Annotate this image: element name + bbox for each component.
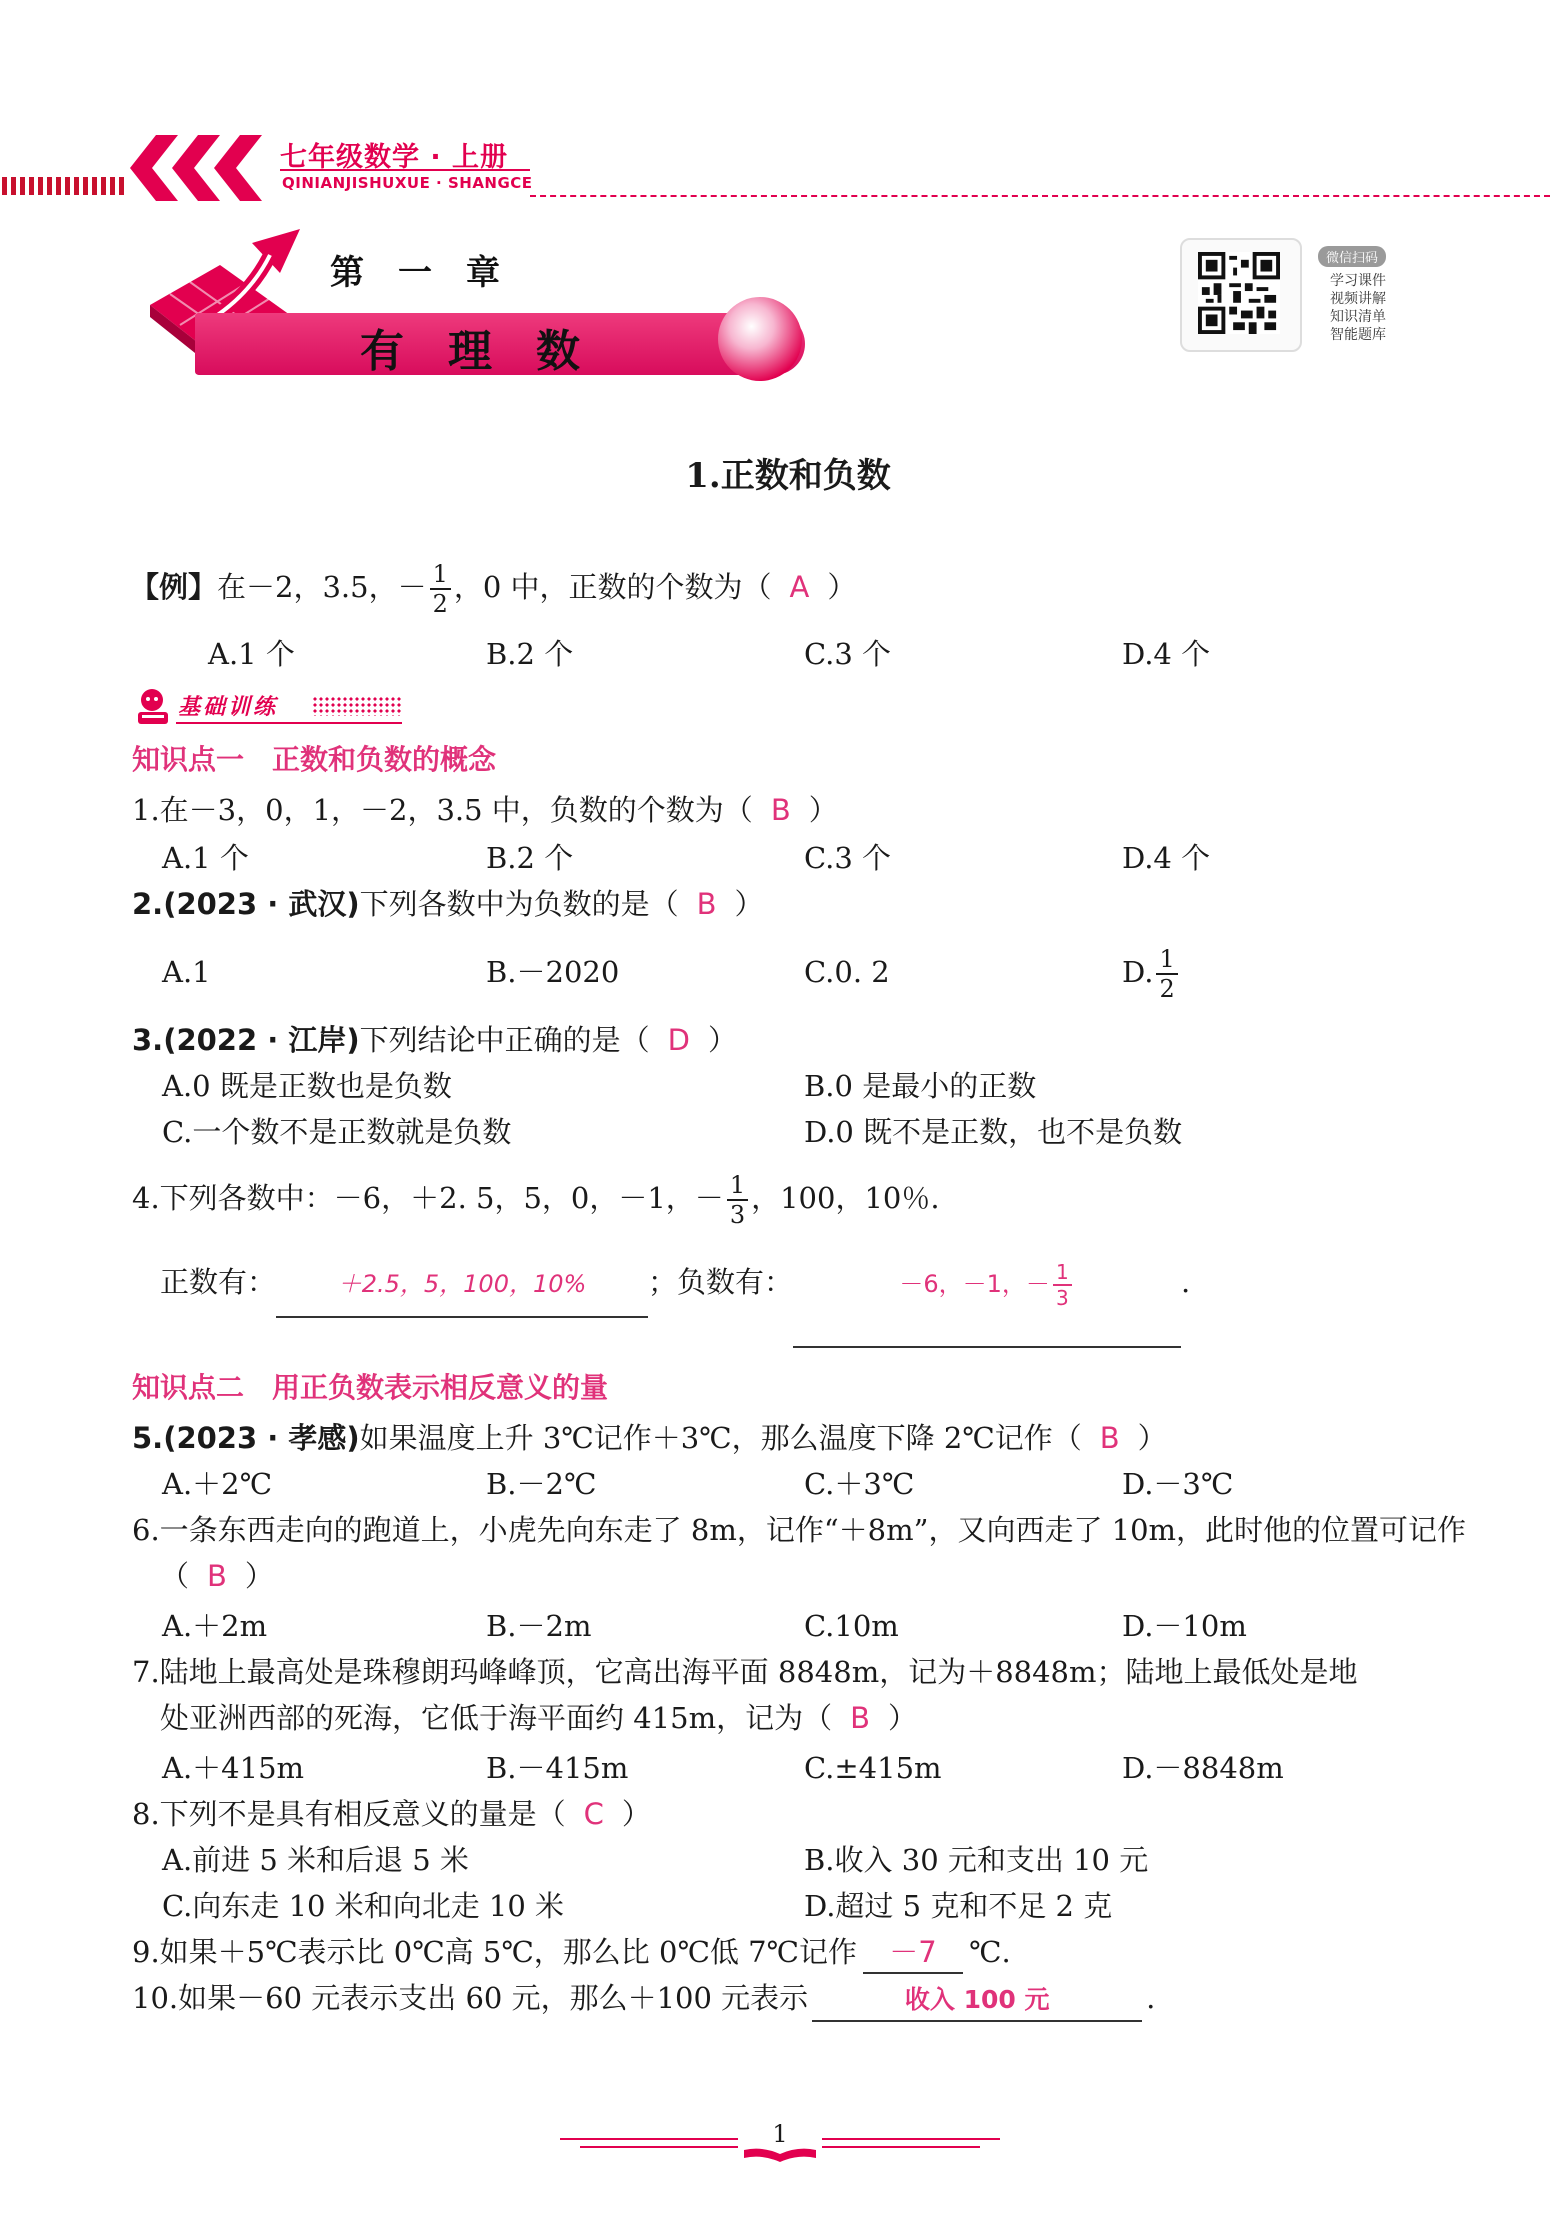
option-d: D.4 个 — [1122, 841, 1211, 875]
option-a: A.0 既是正数也是负数 — [162, 1069, 452, 1103]
chapter-ball-icon — [718, 297, 802, 381]
fraction: $\frac{1}{3}$ — [727, 1173, 748, 1227]
option-a: A.＋2m — [162, 1609, 268, 1643]
qr-item: 知识清单 — [1330, 309, 1386, 325]
option-d: D. $\frac{1}{2}$ — [1122, 936, 1181, 1008]
question-5: 5.(2023 · 孝感)如果温度上升 3℃记作＋3℃，那么温度下降 2℃记作（ B ） — [132, 1421, 1167, 1455]
option-c: C.一个数不是正数就是负数 — [162, 1115, 512, 1149]
example-question: 【例】在－2，3.5，－ $\frac{1}{2}$ ，0 中，正数的个数为（ A ） — [130, 560, 857, 618]
training-banner-dots — [312, 696, 402, 716]
option-c: C.＋3℃ — [804, 1467, 915, 1501]
header-stripes-icon — [0, 175, 130, 197]
question-6-bracket: （ B ） — [160, 1559, 274, 1593]
option-b: B.－2m — [486, 1609, 592, 1643]
option-b: B.－2020 — [486, 955, 620, 989]
question-4-answers: 正数有： ＋2.5，5，100，10% ；负数有： $^{-6,-1,- \frac{1}{3}}$ . — [160, 1250, 1190, 1318]
answer-9: －7 — [889, 1935, 937, 1969]
option-b: B.2 个 — [486, 841, 574, 875]
qr-item: 视频讲解 — [1330, 291, 1386, 307]
knowledge-point-1: 知识点一 正数和负数的概念 — [132, 743, 497, 776]
question-3: 3.(2022 · 江岸)下列结论中正确的是（ D ） — [132, 1023, 737, 1057]
option-c: C.3 个 — [804, 637, 892, 671]
qr-code-icon[interactable] — [1198, 252, 1280, 334]
option-b: B.－415m — [486, 1751, 629, 1785]
page-header — [0, 125, 1568, 205]
question-source: 3.(2022 · 江岸) — [132, 1023, 360, 1057]
option-d: D.4 个 — [1122, 637, 1211, 671]
header-pinyin: QINIANJISHUXUE · SHANGCE — [282, 174, 533, 192]
option-d: D.超过 5 克和不足 2 克 — [804, 1889, 1113, 1923]
section-title: 1.正数和负数 — [685, 456, 891, 496]
question-9: 9.如果＋5℃表示比 0℃高 5℃，那么比 0℃低 7℃记作 －7 ℃. — [132, 1932, 1011, 1974]
chapter-banner — [140, 225, 820, 385]
option-b: B.收入 30 元和支出 10 元 — [804, 1843, 1149, 1877]
training-banner — [132, 686, 402, 726]
answer-6: B — [207, 1559, 227, 1593]
page-footer — [560, 2120, 1000, 2170]
example-label: 【例】 — [130, 570, 218, 604]
qr-badge: 微信扫码 — [1318, 246, 1386, 267]
answer-5: B — [1099, 1421, 1120, 1455]
question-source: 5.(2023 · 孝感) — [132, 1421, 360, 1455]
question-4: 4.下列各数中：－6，＋2. 5，5，0，－1，－ $\frac{1}{3}$ ，100，10％. — [132, 1171, 940, 1229]
qr-block — [1170, 232, 1420, 357]
option-a: A.1 个 — [208, 637, 295, 671]
knowledge-point-2: 知识点二 用正负数表示相反意义的量 — [132, 1371, 609, 1404]
footer-rule-right — [822, 2138, 1000, 2140]
option-a: A.1 个 — [162, 841, 249, 875]
option-c: C.3 个 — [804, 841, 892, 875]
header-chevrons-icon — [128, 135, 278, 201]
option-b: B.0 是最小的正数 — [804, 1069, 1037, 1103]
question-7-line2: 处亚洲西部的死海，它低于海平面约 415m，记为（ B ） — [160, 1701, 917, 1735]
question-7: 7.陆地上最高处是珠穆朗玛峰峰顶，它高出海平面 8848m，记为＋8848m；陆地上最低处是地 — [132, 1655, 1358, 1689]
option-c: C.±415m — [804, 1751, 942, 1785]
answer-8: C — [583, 1797, 604, 1831]
option-c: C.向东走 10 米和向北走 10 米 — [162, 1889, 565, 1923]
question-10: 10.如果－60 元表示支出 60 元，那么＋100 元表示 收入 100 元 . — [132, 1978, 1155, 2022]
open-book-icon — [742, 2146, 818, 2166]
page-number: 1 — [772, 2120, 788, 2148]
fraction: $\frac{1}{2}$ — [1156, 947, 1177, 1001]
footer-rule-left-2 — [580, 2146, 738, 2148]
qr-item: 智能题库 — [1330, 327, 1386, 343]
option-d: D.－8848m — [1122, 1751, 1284, 1785]
question-1: 1.在－3，0，1，－2，3.5 中，负数的个数为（ B ） — [132, 793, 838, 827]
option-b: B.2 个 — [486, 637, 574, 671]
answer-3: D — [667, 1023, 690, 1057]
answer-2: B — [696, 887, 717, 921]
question-6: 6.一条东西走向的跑道上，小虎先向东走了 8m，记作“＋8m”，又向西走了 10m，此时他的位置可记作 — [132, 1513, 1467, 1547]
option-c: C.10m — [804, 1609, 899, 1643]
answer-4-positive: ＋2.5，5，100，10% — [337, 1270, 587, 1298]
training-banner-underline — [176, 722, 402, 724]
header-divider — [280, 169, 530, 171]
chapter-number: 第 一 章 — [330, 253, 500, 293]
header-title: 七年级数学 · 上册 — [280, 142, 509, 173]
header-dashed-rule — [530, 195, 1550, 197]
answer-10: 收入 100 元 — [904, 1985, 1050, 2014]
question-8: 8.下列不是具有相反意义的量是（ C ） — [132, 1797, 651, 1831]
fraction: $\frac{1}{2}$ — [430, 562, 451, 616]
answer-4-negative: －6，－1，－ 1 3 — [899, 1270, 1074, 1298]
option-a: A.＋415m — [162, 1751, 305, 1785]
option-a: A.前进 5 米和后退 5 米 — [162, 1843, 469, 1877]
option-d: D.0 既不是正数，也不是负数 — [804, 1115, 1183, 1149]
option-c: C.0. 2 — [804, 955, 890, 989]
option-d: D.－10m — [1122, 1609, 1247, 1643]
option-a: A.1 — [162, 955, 211, 989]
chapter-name: 有 理 数 — [360, 326, 580, 377]
example-answer: A — [789, 570, 810, 604]
footer-rule-left — [560, 2138, 738, 2140]
answer-7: B — [850, 1701, 870, 1735]
option-b: B.－2℃ — [486, 1467, 597, 1501]
training-banner-label: 基础训练 — [178, 695, 279, 720]
answer-1: B — [770, 793, 791, 827]
qr-item: 学习课件 — [1330, 273, 1386, 289]
footer-rule-right-2 — [822, 2146, 980, 2148]
question-source: 2.(2023 · 武汉) — [132, 887, 360, 921]
mascot-icon — [132, 686, 174, 726]
question-2: 2.(2023 · 武汉)下列各数中为负数的是（ B ） — [132, 887, 764, 921]
option-d: D.－3℃ — [1122, 1467, 1234, 1501]
option-a: A.＋2℃ — [162, 1467, 273, 1501]
